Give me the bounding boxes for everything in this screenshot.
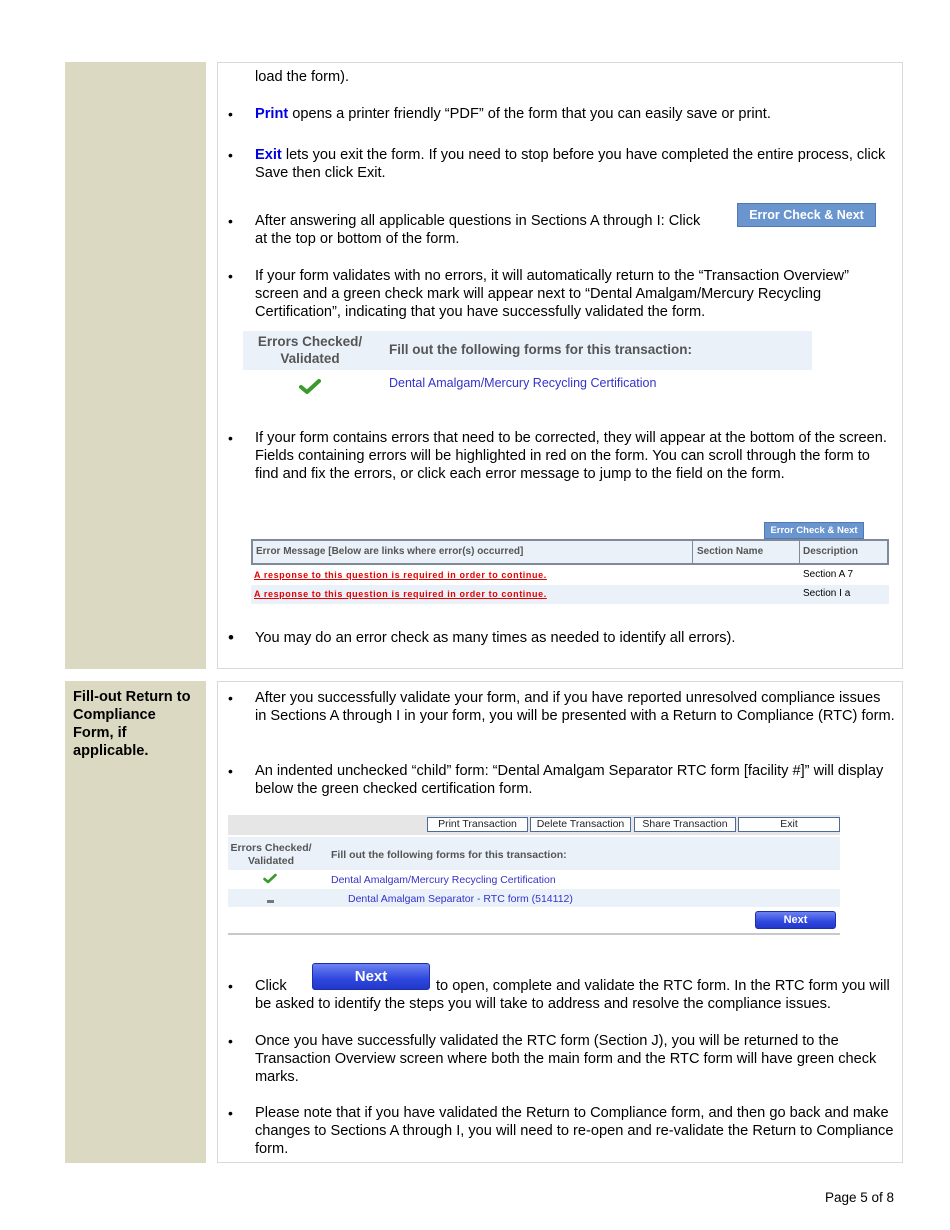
error-description: Section A 7 xyxy=(803,569,854,580)
lead-text: load the form). xyxy=(255,69,350,85)
sidebar-section-1 xyxy=(65,62,206,669)
delete-transaction-button[interactable]: Delete Transaction xyxy=(530,817,631,832)
error-check-text-after: at the top or bottom of the form. xyxy=(255,231,460,247)
bullet: • xyxy=(228,628,234,647)
rtc-screenshot xyxy=(228,815,840,935)
bullet: • xyxy=(228,147,233,163)
error-check-next-small-button[interactable]: Error Check & Next xyxy=(764,522,864,539)
check-icon xyxy=(299,378,321,394)
rtc-item-4: Once you have successfully validated the RTC form (Section J), you will be returned to the Transaction Overview screen where both the main form and the RTC form will have green check marks. xyxy=(255,1033,877,1085)
bullet: • xyxy=(228,763,233,779)
rtc-form-link-separator[interactable]: Dental Amalgam Separator - RTC form (514112) xyxy=(348,893,573,905)
error-check-next-button[interactable]: Error Check & Next xyxy=(737,203,876,227)
check-icon xyxy=(263,873,277,884)
form-link-certification[interactable]: Dental Amalgam/Mercury Recycling Certification xyxy=(389,376,657,390)
section-title-rtc: Fill-out Return to Compliance Form, if applicable. xyxy=(73,689,191,759)
errors-description: If your form contains errors that need to be corrected, they will appear at the bottom of the screen. Fields containing errors will be highlighted in red on the form. You can scroll through the form to find and fix the errors, or click each error message to jump to the field on the form. xyxy=(255,430,887,482)
fill-out-forms-header: Fill out the following forms for this transaction: xyxy=(389,342,692,357)
bullet: • xyxy=(228,213,233,229)
rtc-next-button[interactable]: Next xyxy=(755,911,836,929)
unchecked-dash-icon xyxy=(267,900,274,903)
bullet: • xyxy=(228,430,233,446)
print-description xyxy=(255,105,895,123)
print-text: opens a printer friendly “PDF” of the form that you can easily save or print. xyxy=(288,106,771,122)
page-number: Page 5 of 8 xyxy=(824,1190,894,1205)
bullet: • xyxy=(228,106,233,122)
rtc-item-3-text: to open, complete and validate the RTC form. In the RTC form you will be asked to identify the steps you will take to address and resolve the compliance issues. xyxy=(255,978,890,1012)
rtc-form-link-certification[interactable]: Dental Amalgam/Mercury Recycling Certification xyxy=(331,874,556,886)
validate-description: If your form validates with no errors, it will automatically return to the “Transaction Overview” screen and a green check mark will appear next to “Dental Amalgam/Mercury Recycling Certification”, indicating that you have successfully validated the form. xyxy=(255,268,849,320)
exit-description xyxy=(255,146,895,182)
error-table-divider xyxy=(799,540,800,564)
exit-button[interactable]: Exit xyxy=(738,817,840,832)
bullet: • xyxy=(228,978,233,994)
rtc-item-1: After you successfully validate your form, and if you have reported unresolved compliance issues in Sections A through I in your form, you will be presented with a Return to Compliance (RTC) form. xyxy=(255,690,895,724)
bullet: • xyxy=(228,1033,233,1049)
rtc-errors-checked-header: Errors Checked/ Validated xyxy=(230,842,312,867)
bullet: • xyxy=(228,268,233,284)
error-message-link[interactable]: A response to this question is required in order to continue. xyxy=(254,570,547,580)
bullet: • xyxy=(228,1105,233,1121)
rtc-item-3 xyxy=(255,977,895,1013)
error-check-text-before: After answering all applicable questions in Sections A through I: Click xyxy=(255,213,701,229)
description-column-header: Description xyxy=(803,546,859,557)
exit-text: lets you exit the form. If you need to stop before you have completed the entire process, click Save then click Exit. xyxy=(255,147,886,181)
error-description: Section I a xyxy=(803,588,851,599)
error-message-column-header: Error Message [Below are links where error(s) occurred] xyxy=(256,546,524,557)
print-keyword: Print xyxy=(255,106,289,122)
bullet: • xyxy=(228,690,233,706)
click-word: Click xyxy=(255,978,287,994)
share-transaction-button[interactable]: Share Transaction xyxy=(634,817,736,832)
rtc-fill-out-header: Fill out the following forms for this transaction: xyxy=(331,849,567,861)
error-table-divider xyxy=(692,540,693,564)
errors-checked-header: Errors Checked/ Validated xyxy=(257,334,363,366)
print-transaction-button[interactable]: Print Transaction xyxy=(427,817,528,832)
rtc-bottom-rule xyxy=(228,933,840,935)
rtc-item-5: Please note that if you have validated the Return to Compliance form, and then go back and make changes to Sections A through I, you will need to re-open and re-validate the Return to Compliance form. xyxy=(255,1105,894,1157)
next-button-illustration[interactable]: Next xyxy=(312,963,430,990)
section-name-column-header: Section Name xyxy=(697,546,764,557)
error-message-link[interactable]: A response to this question is required in order to continue. xyxy=(254,589,547,599)
exit-keyword: Exit xyxy=(255,147,282,163)
repeat-description: You may do an error check as many times as needed to identify all errors). xyxy=(255,630,736,646)
rtc-item-2: An indented unchecked “child” form: “Dental Amalgam Separator RTC form [facility #]” will display below the green checked certification form. xyxy=(255,763,884,797)
